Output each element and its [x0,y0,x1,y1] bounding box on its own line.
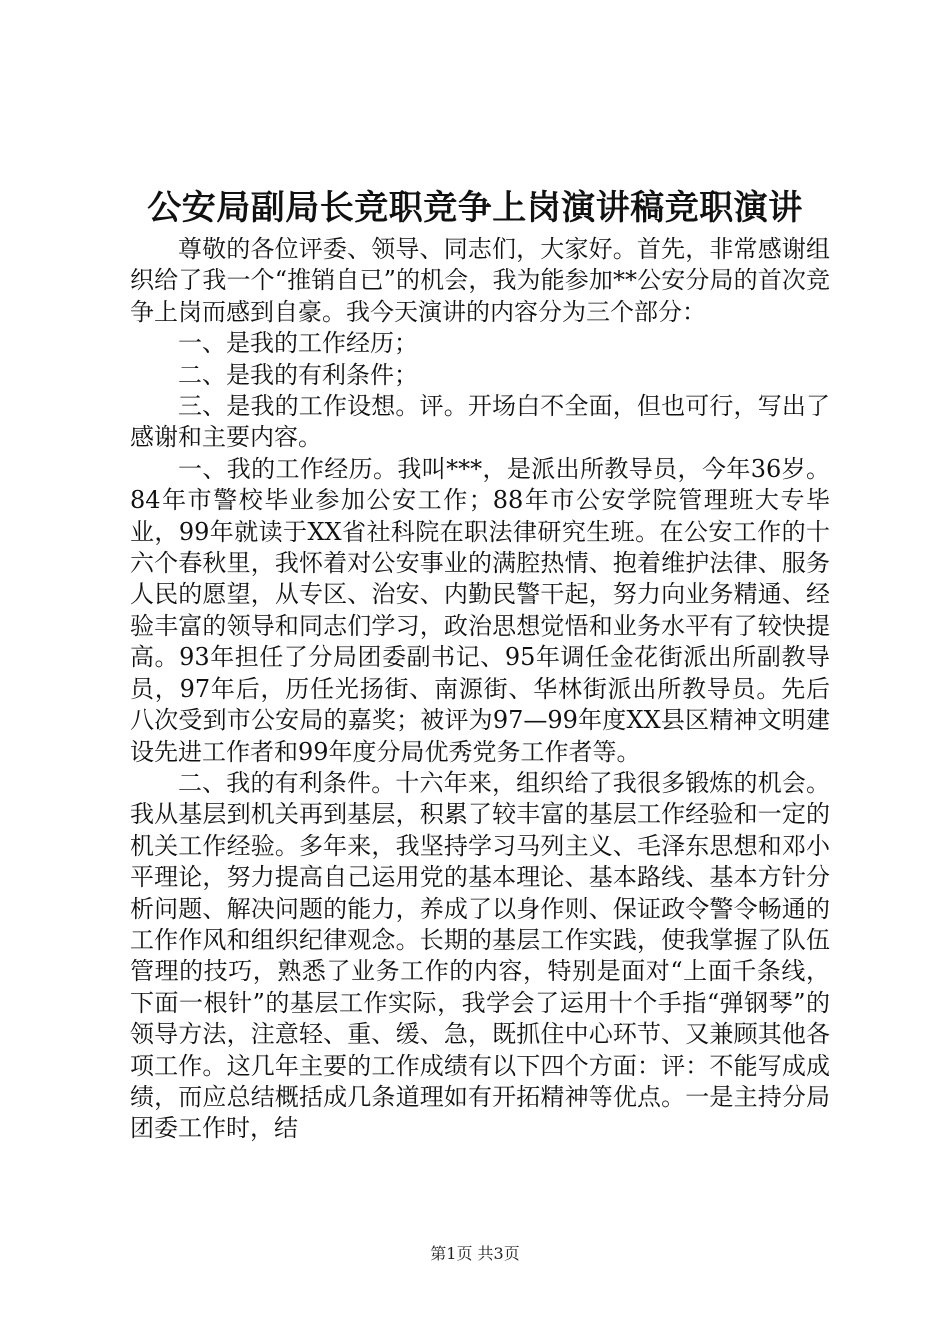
document-title: 公安局副局长竞职竞争上岗演讲稿竞职演讲 [147,188,803,228]
paragraph-work-history: 一、我的工作经历。我叫***，是派出所教导员，今年36岁。84年市警校毕业参加公安工作；88年市公安学院管理班大专毕业，99年就读于XX省社科院在职法律研究生班。在公安工作的十六个春秋里，我怀着对公安事业的满腔热情、抱着维护法律、服务人民的愿望，从专区、治安、内勤民警干起，努力向业务精通、经验丰富的领导和同志们学习，政治思想觉悟和业务水平有了较快提高。93年担任了分局团委副书记、95年调任金花街派出所副教导员，97年后，历任光扬街、南源街、华林街派出所教导员。先后八次受到市公安局的嘉奖；被评为97—99年度XX县区精神文明建设先进工作者和99年度分局优秀党务工作者等。 [130,454,830,766]
paragraph-outline-3: 三、是我的工作设想。评。开场白不全面，但也可行，写出了感谢和主要内容。 [130,392,830,452]
paragraph-outline-1: 一、是我的工作经历； [178,329,418,358]
page-number: 第1页 共3页 [430,1244,520,1263]
paragraph-greeting: 尊敬的各位评委、领导、同志们，大家好。首先，非常感谢组织给了我一个“推销自已”的机会，我为能参加**公安分局的首次竞争上岗而感到自豪。我今天演讲的内容分为三个部分： [130,235,830,326]
paragraph-advantages: 二、我的有利条件。十六年来，组织给了我很多锻炼的机会。我从基层到机关再到基层，积累了较丰富的基层工作经验和一定的机关工作经验。多年来，我坚持学习马列主义、毛泽东思想和邓小平理论，努力提高自己运用党的基本理论、基本路线、基本方针分析问题、解决问题的能力，养成了以身作则、保证政令警令畅通的工作作风和组织纪律观念。长期的基层工作实践，使我掌握了队伍管理的技巧，熟悉了业务工作的内容，特别是面对“上面千条线，下面一根针”的基层工作实际，我学会了运用十个手指“弹钢琴”的领导方法，注意轻、重、缓、急，既抓住中心环节、又兼顾其他各项工作。这几年主要的工作成绩有以下四个方面：评：不能写成成绩，而应总结概括成几条道理如有开拓精神等优点。一是主持分局团委工作时，结 [130,768,830,1143]
paragraph-outline-2: 二、是我的有利条件； [178,360,418,389]
document-body [130,234,830,1145]
